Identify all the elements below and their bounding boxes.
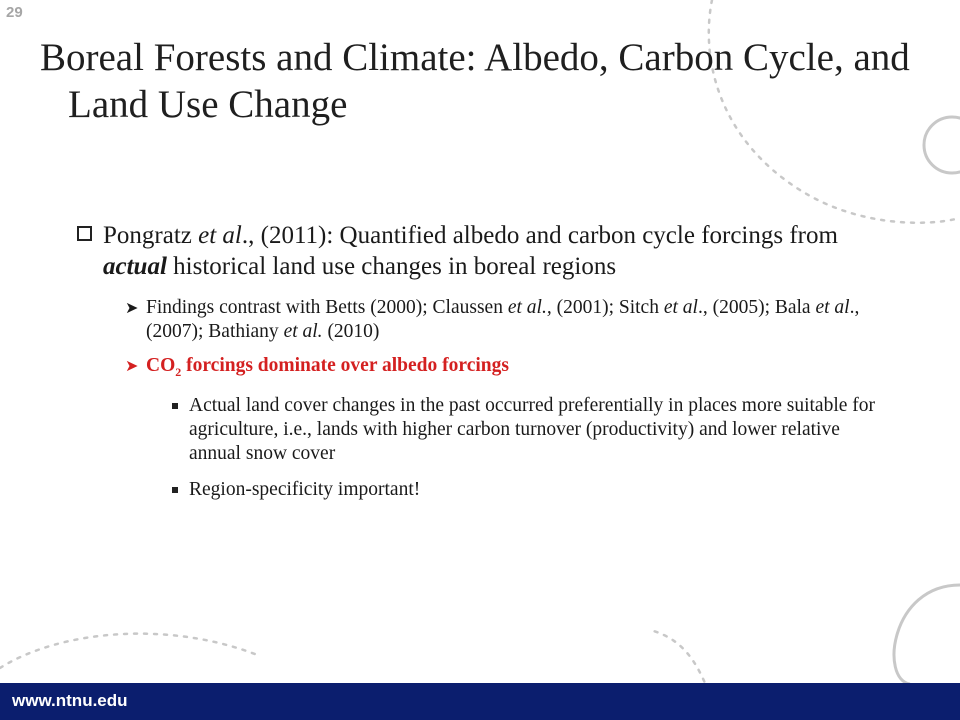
sub-text: ., (2005); Bala xyxy=(697,297,816,318)
sub-text-italic: et al., xyxy=(507,297,552,318)
co2-subscript: 2 xyxy=(175,364,182,379)
bullet-text: et al xyxy=(198,222,242,249)
footer-bar xyxy=(0,683,960,720)
sub-bullet-co2 xyxy=(125,354,875,384)
slide-title: Boreal Forests and Climate: Albedo, Carbon Cycle, and Land Use Change xyxy=(40,36,910,126)
sub-text-italic: et al. xyxy=(283,321,323,342)
checkbox-bullet-icon xyxy=(77,226,92,241)
co2-text: forcings dominate over albedo forcings xyxy=(181,355,509,376)
sub-text-italic: et al xyxy=(815,297,850,318)
bullet-pongratz xyxy=(85,220,875,282)
sub-bullet-findings xyxy=(125,296,875,344)
sub-text: (2010) xyxy=(322,321,380,342)
bullet-emphasis: actual xyxy=(103,253,167,280)
list-item xyxy=(189,478,875,502)
slide-content xyxy=(85,220,875,514)
bullet-text: ., (2011): Quantified albedo and carbon cycle forcings from xyxy=(241,222,838,249)
arrow-bullet-icon: ➤ xyxy=(125,356,139,375)
bullet-text: historical land use changes in boreal regions xyxy=(166,253,617,280)
list-item-text: Actual land cover changes in the past occurred preferentially in places more suitable for agriculture, i.e., lands with higher carbon turnover (productivity) and lower relative annual snow cover xyxy=(189,394,876,464)
sub-text: ., (2007); Bathiany xyxy=(146,297,860,342)
sub-text: Findings contrast with Betts (2000); Claussen xyxy=(146,297,508,318)
sub-text-italic: et al xyxy=(663,297,698,318)
sub-text: (2001); Sitch xyxy=(551,297,664,318)
bullet-text: Pongratz xyxy=(103,222,199,249)
list-item xyxy=(189,394,875,466)
square-bullet-icon xyxy=(172,403,178,409)
square-bullet-icon xyxy=(172,487,178,493)
co2-text: CO xyxy=(146,355,176,376)
list-item-text: Region-specificity important! xyxy=(189,478,421,500)
footer-url: www.ntnu.edu xyxy=(12,691,128,710)
arrow-bullet-icon: ➤ xyxy=(125,298,139,317)
slide-number: 29 xyxy=(6,4,23,21)
